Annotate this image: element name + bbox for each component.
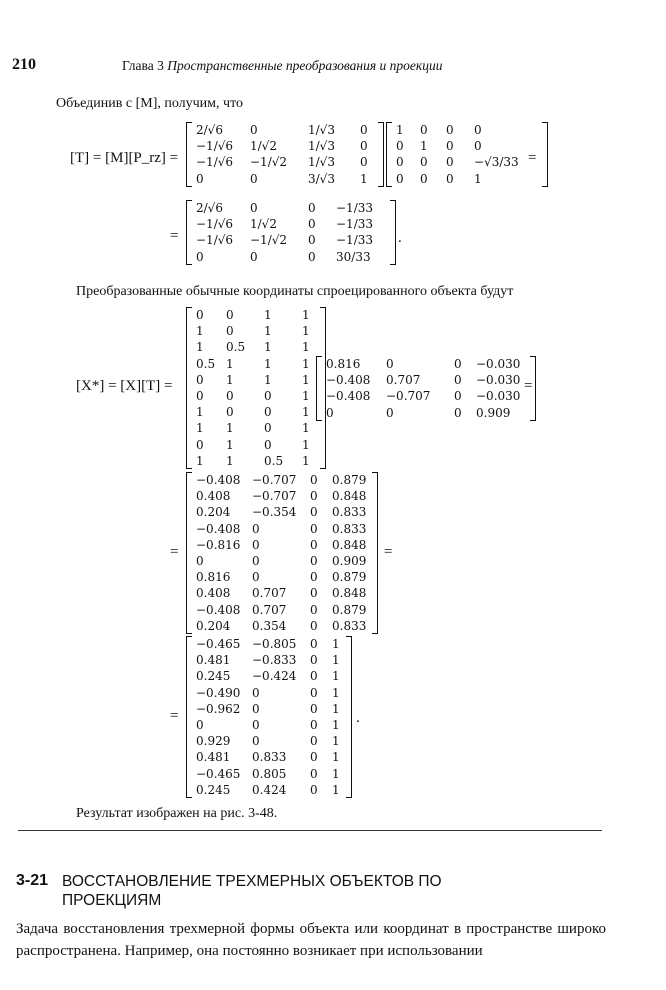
matrix-cell: 2/√6 <box>196 201 223 216</box>
matrix-row <box>192 488 372 504</box>
matrix-cell: 0 <box>252 685 260 700</box>
matrix-row <box>392 171 542 187</box>
matrix-cell: 0 <box>308 217 316 232</box>
matrix-cell: 0 <box>310 505 318 520</box>
matrix-cell: 0 <box>396 155 404 170</box>
matrix-cell: 0 <box>310 489 318 504</box>
matrix-cell: −0.833 <box>252 653 297 668</box>
matrix-cell: 0.204 <box>196 618 231 633</box>
matrix-cell: 0 <box>310 653 318 668</box>
divider-rule <box>18 830 602 831</box>
matrix-cell: 0 <box>474 139 482 154</box>
matrix-cell: 0 <box>250 123 258 138</box>
matrix-cell: −1/33 <box>336 201 374 216</box>
matrix-cell: 0 <box>252 537 260 552</box>
eq2-lhs: [X*] = [X][T] = <box>76 378 173 394</box>
matrix-cell: 1 <box>302 389 310 404</box>
matrix-row <box>192 749 346 765</box>
matrix-cell: 0.481 <box>196 750 231 765</box>
matrix-cell: −0.805 <box>252 637 297 652</box>
matrix-row <box>192 553 372 569</box>
matrix-cell: 0.408 <box>196 489 231 504</box>
matrix-cell: 0 <box>310 750 318 765</box>
matrix-cell: 0.816 <box>196 570 231 585</box>
matrix-cell: 1 <box>332 782 340 797</box>
matrix-row <box>192 388 320 404</box>
matrix-cell: 0 <box>196 249 204 264</box>
matrix-cell: 1 <box>196 453 204 468</box>
chapter-title: Пространственные преобразования и проекции <box>167 58 443 73</box>
matrix-row <box>192 585 372 601</box>
matrix-cell: 0 <box>310 618 318 633</box>
matrix-cell: 0.5 <box>264 453 284 468</box>
matrix-cell: 0 <box>310 718 318 733</box>
matrix-cell: 0 <box>196 372 204 387</box>
matrix-cell: 1 <box>226 453 234 468</box>
matrix-row <box>192 307 320 323</box>
matrix-cell: 0 <box>226 389 234 404</box>
matrix-T-result <box>186 200 396 268</box>
matrix-cell: 0 <box>454 373 462 388</box>
matrix-cell: 0 <box>196 554 204 569</box>
matrix-cell: 0 <box>310 734 318 749</box>
matrix-cell: 1 <box>302 372 310 387</box>
matrix-cell: −0.408 <box>326 373 371 388</box>
matrix-cell: 0 <box>310 766 318 781</box>
matrix-cell: 1 <box>302 324 310 339</box>
matrix-row <box>192 472 372 488</box>
matrix-cell: −√3/33 <box>474 155 519 170</box>
matrix-cell: 0 <box>310 602 318 617</box>
matrix-cell: −0.408 <box>326 389 371 404</box>
matrix-cell: 0 <box>308 201 316 216</box>
matrix-cell: −0.424 <box>252 669 297 684</box>
matrix-cell: 0.245 <box>196 782 231 797</box>
matrix-cell: 1 <box>226 421 234 436</box>
matrix-cell: 1 <box>332 750 340 765</box>
matrix-cell: −0.408 <box>196 473 241 488</box>
matrix-cell: 1 <box>474 171 482 186</box>
matrix-row <box>192 652 346 668</box>
matrix-cell: −1/√6 <box>196 217 234 232</box>
matrix-cell: 0 <box>310 554 318 569</box>
matrix-cell: −0.707 <box>252 489 297 504</box>
matrix-row <box>192 636 346 652</box>
matrix-cell: 0 <box>252 701 260 716</box>
matrix-cell: 0.204 <box>196 505 231 520</box>
matrix-cell: −0.816 <box>196 537 241 552</box>
matrix-cell: 3/√3 <box>308 171 335 186</box>
matrix-cell: 0 <box>454 405 462 420</box>
result-text: Результат изображен на рис. 3-48. <box>76 806 278 821</box>
matrix-row <box>322 405 530 421</box>
matrix-cell: 1 <box>196 405 204 420</box>
matrix-cell: 0 <box>454 389 462 404</box>
eq2-equals-2: = <box>170 544 179 560</box>
matrix-row <box>392 154 542 170</box>
matrix-cell: 0.929 <box>196 734 231 749</box>
matrix-row <box>192 717 346 733</box>
eq2-period: . <box>356 710 360 726</box>
matrix-cell: 0 <box>360 139 368 154</box>
matrix-cell: 0 <box>196 171 204 186</box>
eq2-equals: = <box>524 378 533 394</box>
running-header <box>122 58 442 74</box>
matrix-cell: 0 <box>264 389 272 404</box>
matrix-cell: 0 <box>310 521 318 536</box>
matrix-cell: 0.909 <box>476 405 511 420</box>
matrix-cell: 1 <box>264 308 272 323</box>
matrix-row <box>192 782 346 798</box>
matrix-cell: 1 <box>302 405 310 420</box>
matrix-cell: 0.833 <box>332 505 367 520</box>
matrix-M <box>186 122 384 190</box>
matrix-cell: 1/√3 <box>308 139 335 154</box>
matrix-cell: 0 <box>386 357 394 372</box>
matrix-cell: 1 <box>332 653 340 668</box>
matrix-cell: 1/√2 <box>250 139 277 154</box>
chapter-label: Глава 3 <box>122 58 164 73</box>
matrix-cell: 0.805 <box>252 766 287 781</box>
matrix-cell: 0 <box>310 701 318 716</box>
matrix-cell: 1 <box>332 669 340 684</box>
matrix-cell: 0.833 <box>252 750 287 765</box>
matrix-cell: −0.030 <box>476 373 521 388</box>
matrix-cell: 0.481 <box>196 653 231 668</box>
matrix-cell: 0 <box>252 734 260 749</box>
matrix-result-2 <box>186 636 352 801</box>
body-paragraph: Задача восстановления трехмерной формы объекта или координат в пространстве широко распространена. Например, она постоянно возникает при использовании <box>16 921 606 959</box>
matrix-T <box>316 356 536 424</box>
matrix-cell: −0.465 <box>196 766 241 781</box>
matrix-cell: 0.848 <box>332 489 367 504</box>
matrix-cell: 0 <box>386 405 394 420</box>
matrix-row <box>322 356 530 372</box>
matrix-cell: 1 <box>420 139 428 154</box>
matrix-cell: 0 <box>360 123 368 138</box>
matrix-cell: 0 <box>310 637 318 652</box>
matrix-cell: 0 <box>264 405 272 420</box>
matrix-row <box>192 138 378 154</box>
matrix-row <box>192 154 378 170</box>
matrix-row <box>192 171 378 187</box>
matrix-cell: 1 <box>302 453 310 468</box>
matrix-row <box>322 372 530 388</box>
matrix-cell: 0.833 <box>332 521 367 536</box>
matrix-cell: −0.030 <box>476 357 521 372</box>
matrix-row <box>192 122 378 138</box>
section-number: 3-21 <box>16 872 49 889</box>
matrix-cell: −0.707 <box>252 473 297 488</box>
matrix-row <box>192 437 320 453</box>
matrix-cell: 0.879 <box>332 473 367 488</box>
matrix-cell: 0 <box>250 171 258 186</box>
matrix-cell: −1/√2 <box>250 233 288 248</box>
matrix-row <box>192 232 390 248</box>
matrix-cell: 30/33 <box>336 249 371 264</box>
matrix-cell: 0 <box>196 437 204 452</box>
matrix-row <box>192 685 346 701</box>
matrix-cell: 1 <box>264 356 272 371</box>
matrix-cell: 0 <box>252 718 260 733</box>
matrix-cell: 1/√3 <box>308 155 335 170</box>
matrix-cell: 1 <box>332 685 340 700</box>
matrix-cell: 0 <box>446 171 454 186</box>
matrix-cell: 0 <box>454 357 462 372</box>
matrix-cell: −0.962 <box>196 701 241 716</box>
matrix-cell: 1 <box>302 340 310 355</box>
matrix-cell: 1/√3 <box>308 123 335 138</box>
matrix-cell: −0.030 <box>476 389 521 404</box>
middle-text: Преобразованные обычные координаты спроецированного объекта будут <box>76 284 514 299</box>
matrix-result-1 <box>186 472 378 637</box>
matrix-cell: 0 <box>396 171 404 186</box>
matrix-cell: 0.707 <box>386 373 421 388</box>
eq1-lhs: [T] = [M][P_rz] = <box>70 150 179 166</box>
matrix-cell: 0.848 <box>332 537 367 552</box>
matrix-cell: −1/√6 <box>196 233 234 248</box>
matrix-cell: 0 <box>360 155 368 170</box>
matrix-cell: −0.490 <box>196 685 241 700</box>
matrix-cell: 0 <box>310 685 318 700</box>
matrix-cell: 1 <box>264 324 272 339</box>
matrix-cell: 0 <box>420 171 428 186</box>
matrix-cell: 0 <box>446 155 454 170</box>
matrix-row <box>192 537 372 553</box>
matrix-cell: 0.816 <box>326 357 361 372</box>
matrix-cell: 0 <box>308 233 316 248</box>
matrix-row <box>192 356 320 372</box>
matrix-row <box>192 701 346 717</box>
matrix-cell: −1/33 <box>336 233 374 248</box>
matrix-cell: 0 <box>308 249 316 264</box>
page-number: 210 <box>12 56 36 73</box>
intro-text: Объединив с [M], получим, что <box>56 96 244 111</box>
matrix-row <box>192 420 320 436</box>
matrix-cell: 1 <box>360 171 368 186</box>
eq1-equals: = <box>528 150 537 166</box>
matrix-cell: 1 <box>264 372 272 387</box>
matrix-cell: 0 <box>310 473 318 488</box>
matrix-cell: −1/√6 <box>196 155 234 170</box>
matrix-row <box>392 138 542 154</box>
matrix-cell: 0 <box>226 308 234 323</box>
matrix-cell: 1 <box>196 324 204 339</box>
matrix-row <box>192 668 346 684</box>
matrix-cell: 0 <box>226 324 234 339</box>
matrix-cell: 0 <box>196 308 204 323</box>
matrix-cell: 0 <box>310 669 318 684</box>
matrix-cell: 0 <box>250 201 258 216</box>
matrix-cell: 1 <box>226 356 234 371</box>
matrix-cell: 0 <box>252 570 260 585</box>
matrix-cell: −0.408 <box>196 521 241 536</box>
matrix-cell: 0.424 <box>252 782 287 797</box>
matrix-cell: 0 <box>420 155 428 170</box>
matrix-X <box>186 307 326 472</box>
matrix-cell: 1 <box>226 437 234 452</box>
eq1-period: . <box>398 230 402 246</box>
matrix-cell: 1 <box>332 766 340 781</box>
matrix-row <box>192 200 390 216</box>
matrix-cell: 0 <box>310 782 318 797</box>
matrix-cell: 1 <box>302 308 310 323</box>
matrix-cell: 0 <box>310 586 318 601</box>
matrix-cell: 0.5 <box>226 340 246 355</box>
matrix-cell: 1 <box>226 372 234 387</box>
eq1-equals-2: = <box>170 228 179 244</box>
matrix-row <box>192 766 346 782</box>
matrix-cell: 0.408 <box>196 586 231 601</box>
matrix-cell: 0.879 <box>332 570 367 585</box>
matrix-cell: 0 <box>326 405 334 420</box>
matrix-cell: 1 <box>196 340 204 355</box>
matrix-row <box>192 323 320 339</box>
matrix-row <box>192 569 372 585</box>
matrix-cell: 0.833 <box>332 618 367 633</box>
matrix-cell: −1/√6 <box>196 139 234 154</box>
matrix-cell: 1 <box>332 637 340 652</box>
matrix-cell: 0 <box>196 718 204 733</box>
matrix-cell: −0.408 <box>196 602 241 617</box>
matrix-cell: 0 <box>474 123 482 138</box>
eq2-equals-4: = <box>170 708 179 724</box>
matrix-cell: 1 <box>302 356 310 371</box>
matrix-cell: 0 <box>310 570 318 585</box>
matrix-cell: 1/√2 <box>250 217 277 232</box>
matrix-cell: 0.909 <box>332 554 367 569</box>
matrix-row <box>192 733 346 749</box>
matrix-cell: 0.5 <box>196 356 216 371</box>
matrix-row <box>192 618 372 634</box>
matrix-cell: 1 <box>196 421 204 436</box>
matrix-cell: −1/√2 <box>250 155 288 170</box>
matrix-cell: 0 <box>420 123 428 138</box>
matrix-row <box>192 216 390 232</box>
matrix-cell: 0.707 <box>252 602 287 617</box>
matrix-cell: 0.879 <box>332 602 367 617</box>
matrix-cell: 0 <box>264 437 272 452</box>
matrix-cell: 0.245 <box>196 669 231 684</box>
matrix-cell: 1 <box>264 340 272 355</box>
matrix-cell: 1 <box>302 421 310 436</box>
matrix-cell: 1 <box>332 734 340 749</box>
eq2-equals-3: = <box>384 544 393 560</box>
matrix-cell: −0.465 <box>196 637 241 652</box>
matrix-P-rz <box>386 122 548 190</box>
matrix-row <box>192 339 320 355</box>
matrix-cell: 2/√6 <box>196 123 223 138</box>
matrix-row <box>192 602 372 618</box>
matrix-cell: 0.354 <box>252 618 287 633</box>
matrix-cell: 1 <box>332 718 340 733</box>
matrix-cell: 0 <box>396 139 404 154</box>
matrix-row <box>322 388 530 404</box>
matrix-cell: 1 <box>332 701 340 716</box>
matrix-row <box>192 453 320 469</box>
matrix-cell: 0 <box>252 521 260 536</box>
matrix-cell: 0 <box>446 139 454 154</box>
matrix-cell: 0 <box>196 389 204 404</box>
matrix-cell: 0 <box>250 249 258 264</box>
matrix-row <box>192 249 390 265</box>
matrix-cell: 0 <box>446 123 454 138</box>
matrix-cell: −0.707 <box>386 389 431 404</box>
matrix-row <box>192 372 320 388</box>
matrix-cell: 0 <box>310 537 318 552</box>
matrix-row <box>392 122 542 138</box>
matrix-cell: 1 <box>302 437 310 452</box>
matrix-cell: 0.848 <box>332 586 367 601</box>
matrix-cell: 0 <box>264 421 272 436</box>
matrix-cell: −1/33 <box>336 217 374 232</box>
matrix-row <box>192 504 372 520</box>
matrix-cell: 0 <box>252 554 260 569</box>
matrix-cell: 0.707 <box>252 586 287 601</box>
section-title: ВОССТАНОВЛЕНИЕ ТРЕХМЕРНЫХ ОБЪЕКТОВ ПО ПРОЕКЦИЯМ <box>62 873 442 909</box>
matrix-row <box>192 404 320 420</box>
matrix-cell: 1 <box>396 123 404 138</box>
matrix-cell: −0.354 <box>252 505 297 520</box>
matrix-row <box>192 521 372 537</box>
matrix-cell: 0 <box>226 405 234 420</box>
